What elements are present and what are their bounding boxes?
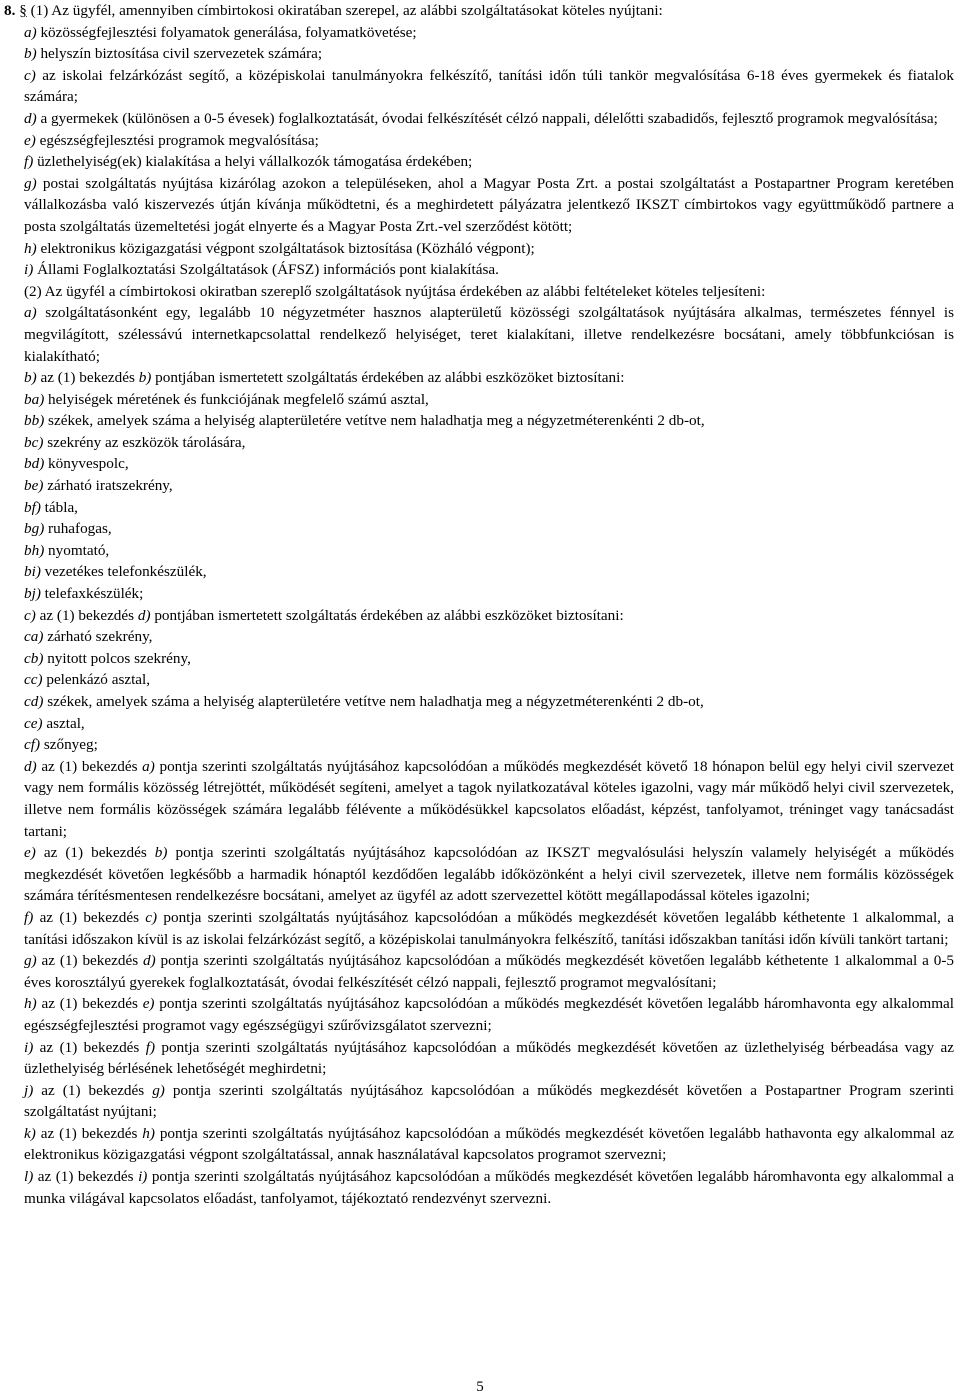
item-reference-label: b) [154,844,168,862]
item-label: i) [24,261,34,279]
item-label: ce) [24,714,43,732]
paragraph [4,626,954,648]
item-label: cf) [24,736,41,754]
item-text-continued: pontja szerinti szolgáltatás nyújtásához kapcsolódóan a működés megkezdését követően a Postapartner Program szerinti szolgáltatást nyújtani; [24,1081,954,1121]
item-text: az (1) bekezdés [36,757,143,775]
item-text: zárható szekrény, [43,628,153,646]
paragraph [4,950,954,993]
item-text: az (1) bekezdés [35,1124,143,1142]
paragraph [4,583,954,605]
item-text: nyitott polcos szekrény, [43,649,191,667]
paragraph [4,259,954,281]
item-label: ca) [24,628,44,646]
item-text: helyiségek méretének és funkciójának megfelelő számú asztal, [44,390,429,408]
item-text: zárható iratszekrény, [43,477,173,495]
paragraph [4,734,954,756]
paragraph [4,669,954,691]
item-text: Állami Foglalkoztatási Szolgáltatások (ÁFSZ) információs pont kialakítása. [33,261,499,279]
item-label: f) [24,153,34,171]
paragraph [4,497,954,519]
paragraph [4,410,954,432]
paragraph [4,0,954,22]
item-label: l) [24,1168,34,1186]
item-reference-label: f) [145,1038,156,1056]
item-label: j) [24,1081,34,1099]
item-text: az (1) bekezdés [36,952,143,970]
item-text: az (1) bekezdés [35,606,138,624]
page-number: 5 [476,1379,484,1395]
item-text: pelenkázó asztal, [42,671,151,689]
item-label: be) [24,477,44,495]
paragraph [4,993,954,1036]
item-label: a) [24,304,37,322]
item-label: d) [24,109,37,127]
item-label: a) [24,23,37,41]
item-text: (2) Az ügyfél a címbirtokosi okiratban szereplő szolgáltatások nyújtása érdekében az alábbi feltételeket köteles teljesíteni: [24,282,766,300]
item-text-continued: pontja szerinti szolgáltatás nyújtásához kapcsolódóan a működés megkezdését követően legalább háromhavonta egy alkalommal a munka világával kapcsolatos előadást, tanfolyamot, tájékoztató rendezvényt szervezni. [24,1168,954,1207]
item-text: üzlethelyiség(ek) kialakítása a helyi vállalkozók támogatása érdekében; [33,153,473,171]
item-text-continued: pontja szerinti szolgáltatás nyújtásához kapcsolódóan a működés megkezdését követően legalább kéthetente 1 alkalommal a 0-5 éves korosztályú gyerekek foglalkoztatását, óvodai felkészítését célzó nappali, fejlesztő programot megvalósítani; [24,952,954,991]
item-reference-label: b) [138,369,152,387]
item-label: c) [24,606,36,624]
item-label: c) [24,66,36,84]
item-text: (1) Az ügyfél, amennyiben címbirtokosi okiratában szerepel, az alábbi szolgáltatásokat köteles nyújtani: [30,2,663,19]
item-label: cc) [24,671,43,689]
item-text: az (1) bekezdés [35,844,155,862]
item-text: szekrény az eszközök tárolására, [43,433,246,451]
item-text: ruhafogas, [44,520,112,538]
item-label: ba) [24,390,45,408]
item-label: bi) [24,563,41,581]
paragraph [4,22,954,44]
section-number: 8. [4,2,16,19]
item-text-continued: pontjában ismertetett szolgáltatás érdekében az alábbi eszközöket biztosítani: [151,369,625,387]
paragraph [4,108,954,130]
paragraph [4,1080,954,1123]
paragraph [4,367,954,389]
item-text: székek, amelyek száma a helyiség alapterületére vetítve nem haladhatja meg a négyzetméterenkénti 2 db-ot, [43,693,704,710]
item-reference-label: a) [142,757,155,775]
paragraph [4,1166,954,1209]
item-reference-label: i) [138,1168,148,1186]
item-text: az (1) bekezdés [33,908,146,926]
paragraph [4,648,954,670]
item-text: az iskolai felzárkózást segítő, a középiskolai tanulmányokra felkészítő, tanítási időn túli tankör megvalósítása 6-18 éves gyermekek és fiatalok számára; [24,66,954,106]
item-text: postai szolgáltatás nyújtása kizárólag azokon a településeken, ahol a Magyar Posta Zrt. a postai szolgáltatást a Postapartner Program keretében vállalkozásba való kiszervezés útján kívánja működtetni, és a meghirdetett pályázatra jelentkező IKSZT címbirtokos vagy együttműködő partnere a posta szolgáltatás üzemeltetési jogát elnyerte és a Magyar Posta Zrt.-vel szerződést kötött; [24,174,954,235]
paragraph [4,475,954,497]
item-reference-label: d) [137,606,151,624]
paragraph [4,1037,954,1080]
item-label: e) [24,844,36,862]
item-label: bg) [24,520,45,538]
item-label: bd) [24,455,45,473]
item-label: b) [24,369,37,387]
item-text-continued: pontja szerinti szolgáltatás nyújtásához kapcsolódóan a működés megkezdését követően legalább háromhavonta egy alkalommal egészségfejlesztési programot vagy egészségügyi szűrővizsgálatot szervezni; [24,995,954,1034]
paragraph [4,389,954,411]
item-label: bh) [24,541,45,559]
section-symbol: § [19,2,27,19]
item-label: bf) [24,498,41,516]
item-label: bj) [24,585,41,603]
item-text: az (1) bekezdés [36,369,139,387]
item-text: asztal, [42,714,85,732]
item-text: az (1) bekezdés [36,995,143,1013]
item-label: i) [24,1038,34,1056]
document-page [4,0,954,1209]
item-label: d) [24,757,37,775]
item-text: helyszín biztosítása civil szervezetek számára; [36,45,323,63]
item-label: g) [24,174,37,192]
paragraph [4,432,954,454]
paragraph [4,130,954,152]
item-text-continued: pontja szerinti szolgáltatás nyújtásához kapcsolódóan a működés megkezdését követően legalább kéthetente 1 alkalommal, a tanítási időszakon kívül is az iskolai felzárkózást segítő, a középiskolai tanulmányokra felkészítő, tanítási időszakban tanítási időn kívüli tankört tartani; [24,908,954,948]
item-label: bb) [24,412,45,430]
item-text: telefaxkészülék; [40,585,144,603]
item-text: székek, amelyek száma a helyiség alapterületére vetítve nem haladhatja meg a négyzetméterenkénti 2 db-ot, [44,412,705,430]
item-reference-label: g) [152,1081,165,1099]
item-text-continued: pontja szerinti szolgáltatás nyújtásához kapcsolódóan a működés megkezdését követően az üzlethelyiség bérbeadása vagy az üzlethelyiség bérlésének lehetőségét meghirdetni; [24,1038,954,1078]
paragraph [4,691,954,713]
item-text: vezetékes telefonkészülék, [40,563,207,581]
item-text: tábla, [40,498,78,516]
item-text-continued: pontja szerinti szolgáltatás nyújtásához kapcsolódóan az IKSZT megvalósulási helyszín valamely helyiségét a működés megkezdését követően legkésőbb a harmadik hónaptól kezdődően legalább időközönként a helyi civil szervezetek, illetve nem formális közösségek számára térítésmentesen rendelkezésre bocsátani, amelyet az ügyfél az adott szervezettel kötött megállapodással köteles igazolni; [24,844,954,905]
paragraph [4,605,954,627]
paragraph [4,842,954,907]
item-label: f) [24,908,34,926]
item-text: az (1) bekezdés [33,1168,139,1186]
item-label: e) [24,131,36,149]
paragraph [4,43,954,65]
item-label: g) [24,952,37,970]
paragraph [4,907,954,950]
paragraph [4,540,954,562]
paragraph [4,173,954,238]
item-label: bc) [24,433,44,451]
document-body [4,0,954,1209]
item-reference-label: e) [142,995,155,1013]
item-text: az (1) bekezdés [33,1038,146,1056]
paragraph [4,238,954,260]
item-label: h) [24,995,37,1013]
item-text: szolgáltatásonként egy, legalább 10 négyzetméter hasznos alapterületű közösségi szolgáltatások nyújtására alkalmas, természetes fénnyel is megvilágított, szélessávú internetkapcsolattal rendelkező helyiséget, teret kialakítani, illetve rendelkezésre bocsátani, amely többfunkciósan is kialakítható; [24,304,954,365]
paragraph [4,302,954,367]
item-text: az (1) bekezdés [33,1081,153,1099]
item-label: h) [24,239,37,257]
item-text: nyomtató, [44,541,110,559]
item-text-continued: pontja szerinti szolgáltatás nyújtásához kapcsolódóan a működés megkezdését követő 18 hónapon belül egy helyi civil szervezet vagy nem formális közösség létrejöttét, működését segíteni, amelyet a tagok nyilatkozatával köteles igazolni, vagy már működő helyi civil szervezetek, illetve nem formális közösségek számára legalább félévente a működésükkel kapcsolatos előadást, képzést, tanfolyamot, tréninget vagy tanácsadást tartani; [24,757,954,840]
item-text: egészségfejlesztési programok megvalósítása; [35,131,319,149]
paragraph [4,561,954,583]
item-label: k) [24,1124,36,1142]
paragraph [4,713,954,735]
item-text-continued: pontja szerinti szolgáltatás nyújtásához kapcsolódóan a működés megkezdését követően legalább hathavonta egy alkalommal az elektronikus közigazgatási végpont szolgáltatással, annak használatával kapcsolatos programot szervezni; [24,1124,954,1164]
item-reference-label: h) [142,1124,155,1142]
item-reference-label: c) [145,908,158,926]
item-reference-label: d) [142,952,156,970]
item-label: b) [24,45,37,63]
paragraph [4,756,954,842]
item-text-continued: pontjában ismertetett szolgáltatás érdekében az alábbi eszközöket biztosítani: [150,606,624,624]
paragraph [4,453,954,475]
paragraph [4,1123,954,1166]
item-label: cb) [24,649,44,667]
item-text: könyvespolc, [44,455,129,473]
item-text: a gyermekek (különösen a 0-5 évesek) foglalkoztatását, óvodai felkészítését célzó nappali, délelőtti szabadidős, fejlesztő programok megvalósítása; [36,109,938,127]
item-text: elektronikus közigazgatási végpont szolgáltatások biztosítása (Közháló végpont); [36,239,535,257]
item-text: szőnyeg; [40,736,98,754]
paragraph [4,65,954,108]
paragraph [4,518,954,540]
item-label: cd) [24,693,44,710]
paragraph [4,151,954,173]
paragraph [4,281,954,303]
item-text: közösségfejlesztési folyamatok generálása, folyamatkövetése; [36,23,417,41]
